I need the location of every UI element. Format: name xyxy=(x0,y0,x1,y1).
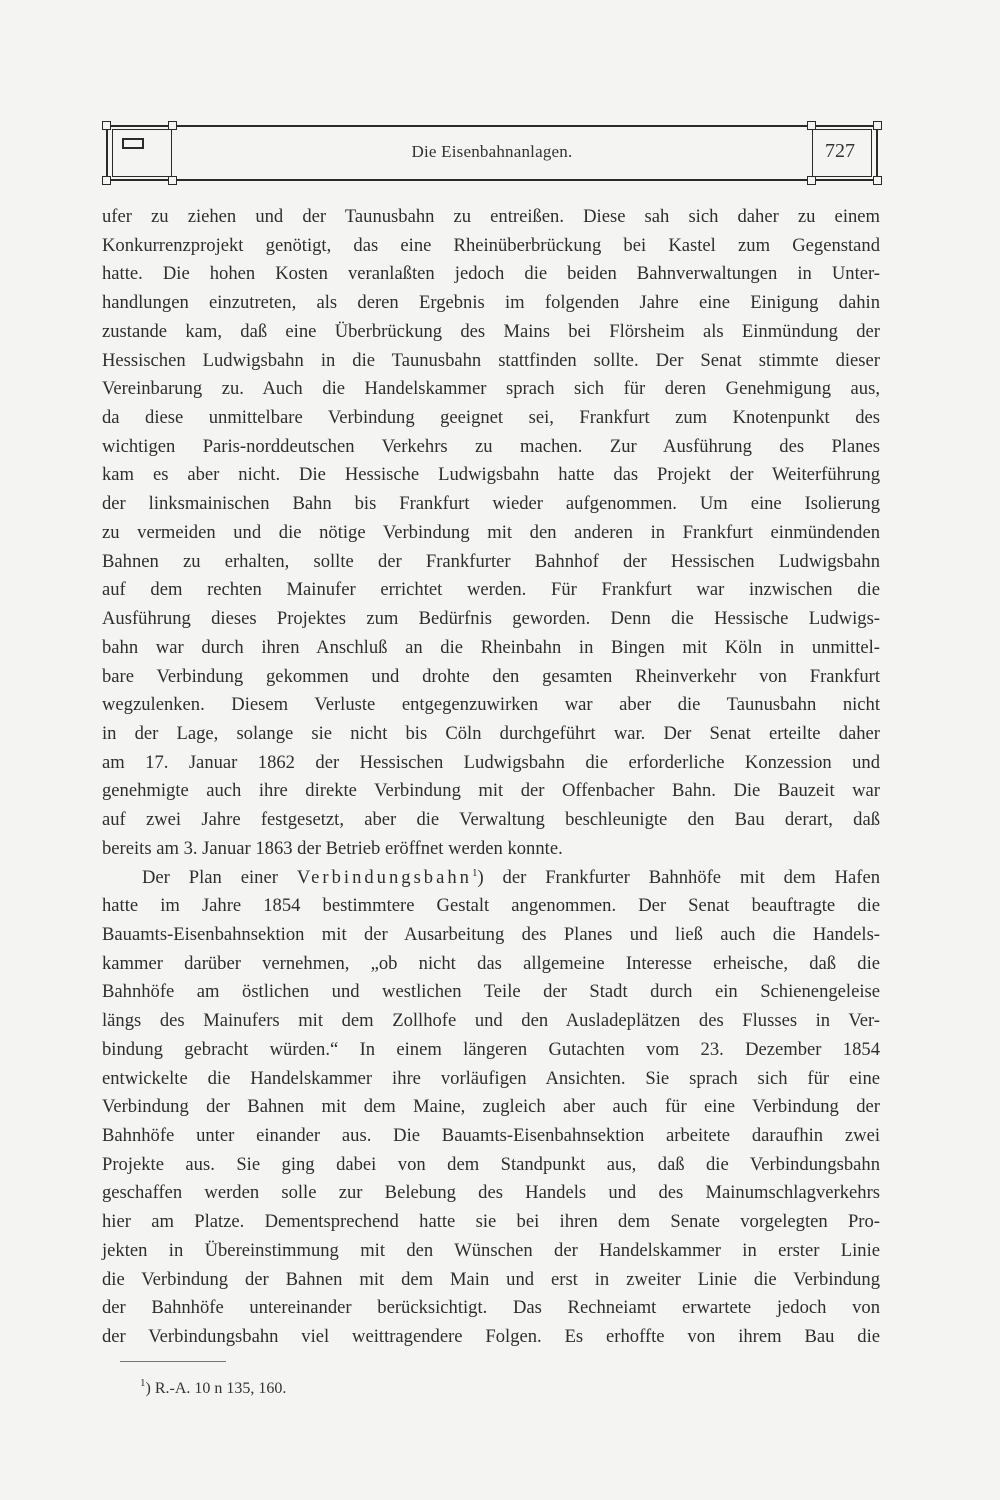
text-line: handlungen einzutreten, als deren Ergebnis im folgenden Jahre eine Einigung dahin xyxy=(102,292,880,314)
text-line: geschaffen werden solle zur Belebung des Handels und des Mainumschlagverkehrs xyxy=(102,1182,880,1204)
text-line: zustande kam, daß eine Überbrückung des Mains bei Flörsheim als Einmündung der xyxy=(102,320,880,342)
running-title: Die Eisenbahnanlagen. xyxy=(411,142,573,161)
text-line: Verbindung der Bahnen mit dem Maine, zugleich aber auch für eine Verbindung der xyxy=(102,1096,880,1118)
text-line: jekten in Übereinstimmung mit den Wünschen der Handelskammer in erster Linie xyxy=(102,1239,880,1261)
footnote xyxy=(140,1377,287,1398)
text-line: Hessischen Ludwigsbahn in die Taunusbahn stattfinden sollte. Der Senat stimmte dieser xyxy=(102,349,880,371)
text-line: die Verbindung der Bahnen mit dem Main und erst in zweiter Linie die Verbindung xyxy=(102,1268,880,1290)
text-line: hatte im Jahre 1854 bestimmtere Gestalt angenommen. Der Senat beauftragte die xyxy=(102,895,880,917)
text-line: der Verbindungsbahn viel weittragendere Folgen. Es erhoffte von ihrem Bau die xyxy=(102,1326,880,1348)
text-line: Ausführung dieses Projektes zum Bedürfnis geworden. Denn die Hessische Ludwigs- xyxy=(102,608,880,630)
text-line: hatte. Die hohen Kosten veranlaßten jedoch die beiden Bahnverwaltungen in Unter- xyxy=(102,263,880,285)
text-line: Vereinbarung zu. Auch die Handelskammer sprach sich für deren Genehmigung aus, xyxy=(102,378,880,400)
text-line: Projekte aus. Sie ging dabei von dem Standpunkt aus, daß die Verbindungsbahn xyxy=(102,1153,880,1175)
page-number: 727 xyxy=(825,140,855,162)
text-line: bereits am 3. Januar 1863 der Betrieb eröffnet werden konnte. xyxy=(102,837,563,859)
footnote-reference: 1 xyxy=(471,866,478,879)
text-line: zu vermeiden und die nötige Verbindung mit den anderen in Frankfurt einmündenden xyxy=(102,521,880,543)
text-line: auf dem rechten Mainufer errichtet werden. Für Frankfurt war inzwischen die xyxy=(102,579,880,601)
emphasized-term: Verbindungsbahn xyxy=(296,866,472,888)
text-line: Bahnhöfe unter einander aus. Die Bauamts-Eisenbahnsektion arbeitete daraufhin zwei xyxy=(102,1125,880,1146)
text-line: ufer zu ziehen und der Taunusbahn zu entreißen. Diese sah sich daher zu einem xyxy=(102,206,880,227)
text-line: der Bahnhöfe untereinander berücksichtigt. Das Rechneiamt erwartete jedoch von xyxy=(102,1297,880,1319)
text-line: genehmigte auch ihre direkte Verbindung mit der Offenbacher Bahn. Die Bauzeit war xyxy=(102,780,880,802)
text-line: bindung gebracht würden.“ In einem längeren Gutachten vom 23. Dezember 1854 xyxy=(102,1038,880,1060)
body-text xyxy=(102,203,880,1352)
paragraph-2 xyxy=(102,892,880,1352)
text-line: kammer darüber vernehmen, „ob nicht das allgemeine Interesse erheische, daß die xyxy=(102,952,880,974)
text-line: Bahnhöfe am östlichen und westlichen Teile der Stadt durch ein Schienengeleise xyxy=(102,981,880,1003)
text-line: Bahnen zu erhalten, sollte der Frankfurter Bahnhof der Hessischen Ludwigsbahn xyxy=(102,550,880,572)
footnote-text: ) R.-A. 10 n 135, 160. xyxy=(145,1380,287,1397)
text-line: hier am Platze. Dementsprechend hatte sie bei ihren dem Senate vorgelegten Pro- xyxy=(102,1211,880,1233)
paragraph-2-first-line: Der Plan einer Verbindungsbahn$^1$) der Frankfurter Bahnhöfe mit dem Hafen xyxy=(142,866,880,888)
text-line: der linksmainischen Bahn bis Frankfurt wieder aufgenommen. Um eine Isolierung xyxy=(102,493,880,515)
text-line: wegzulenken. Diesem Verluste entgegenzuwirken war aber die Taunusbahn nicht xyxy=(102,694,880,716)
text-line: längs des Mainufers mit dem Zollhofe und den Ausladeplätzen des Flusses in Ver- xyxy=(102,1010,880,1032)
paragraph-1 xyxy=(102,203,880,864)
text-line: in der Lage, solange sie nicht bis Cöln durchgeführt war. Der Senat erteilte daher xyxy=(102,722,880,744)
text-line: am 17. Januar 1862 der Hessischen Ludwigsbahn die erforderliche Konzession und xyxy=(102,751,880,773)
footnote-divider xyxy=(120,1361,226,1362)
text-line: bahn war durch ihren Anschluß an die Rheinbahn in Bingen mit Köln in unmittel- xyxy=(102,636,880,658)
footnote-marker: 1 xyxy=(140,1377,146,1389)
text-line: da diese unmittelbare Verbindung geeignet sei, Frankfurt zum Knotenpunkt des xyxy=(102,407,880,429)
text-line: wichtigen Paris-norddeutschen Verkehrs zu machen. Zur Ausführung des Planes xyxy=(102,435,880,457)
text-line: Bauamts-Eisenbahnsektion mit der Ausarbeitung des Planes und ließ auch die Handels- xyxy=(102,923,880,945)
text-line: kam es aber nicht. Die Hessische Ludwigsbahn hatte das Projekt der Weiterführung xyxy=(102,464,880,486)
text-line: entwickelte die Handelskammer ihre vorläufigen Ansichten. Sie sprach sich für eine xyxy=(102,1067,880,1089)
text-line: bare Verbindung gekommen und drohte den gesamten Rheinverkehr von Frankfurt xyxy=(102,665,880,687)
text-line: Konkurrenzprojekt genötigt, das eine Rheinüberbrückung bei Kastel zum Gegenstand xyxy=(102,234,880,256)
running-head-frame xyxy=(102,121,882,185)
text-line: auf zwei Jahre festgesetzt, aber die Verwaltung beschleunigte den Bau derart, daß xyxy=(102,809,880,831)
